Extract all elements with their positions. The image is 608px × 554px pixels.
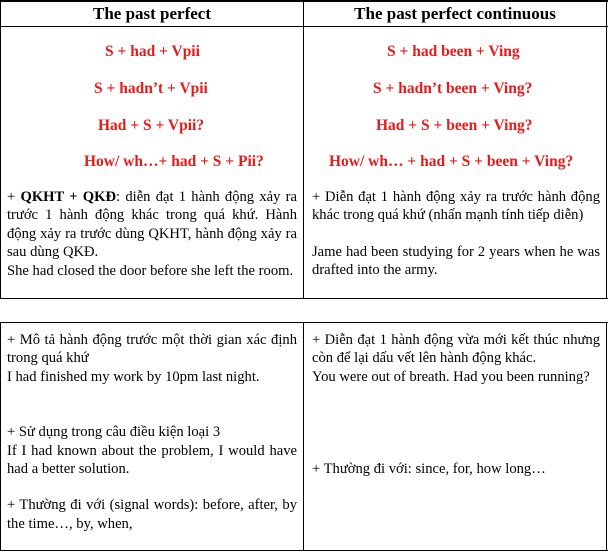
example-sentence: She had closed the door before she left the room. xyxy=(7,262,294,279)
formula-affirmative-right: S + had been + Ving xyxy=(387,43,520,60)
example-sentence: You were out of breath. Had you been running? xyxy=(312,368,590,385)
usage-description: + Sử dụng trong câu điều kiện loại 3 xyxy=(7,424,221,441)
formula-question-right: Had + S + been + Ving? xyxy=(376,117,533,134)
signal-words: + Thường đi với (signal words): before, after, by the time…, by, when, xyxy=(7,497,297,532)
table-border-right-lower xyxy=(606,322,607,551)
usage-description: + Diễn đạt 1 hành động xảy ra trước hành động khác trong quá khứ (nhấn mạnh tính tiếp diễn) xyxy=(312,189,600,224)
row1-left-cell xyxy=(7,188,297,280)
formula-wh-question-right: How/ wh… + had + S + been + Ving? xyxy=(329,153,574,170)
table-border-left-lower xyxy=(0,322,1,551)
example-sentence: Jame had been studying for 2 years when he was drafted into the army. xyxy=(312,243,600,279)
example-sentence: If I had known about the problem, I would have had a better solution. xyxy=(7,442,297,478)
table-border-left xyxy=(0,0,1,299)
row1-right-cell xyxy=(312,188,600,280)
row2-top-border xyxy=(0,322,608,323)
signal-words: + Thường đi với: since, for, how long… xyxy=(312,461,546,478)
usage-description: + Mô tả hành động trước một thời gian xác định trong quá khứ xyxy=(7,332,297,367)
table-border-right xyxy=(606,0,607,299)
table-border-bottom xyxy=(0,550,608,551)
formula-negative-left: S + hadn’t + Vpii xyxy=(94,80,208,97)
example-sentence: I had finished my work by 10pm last night. xyxy=(7,368,260,385)
row1-bottom-border xyxy=(0,298,608,299)
column-divider-lower xyxy=(303,322,304,551)
formula-affirmative-left: S + had + Vpii xyxy=(105,43,200,60)
column-divider xyxy=(303,0,304,299)
formula-negative-right: S + hadn’t been + Ving? xyxy=(373,80,533,97)
term-qkht: QKHT xyxy=(20,189,64,205)
formula-wh-question-left: How/ wh…+ had + S + Pii? xyxy=(84,153,264,170)
usage-description: + Diễn đạt 1 hành động vừa mới kết thúc nhưng còn để lại dấu vết lên hành động khác. xyxy=(312,332,600,367)
header-past-perfect: The past perfect xyxy=(92,3,212,23)
term-qkd: QKĐ xyxy=(82,189,117,205)
row2-right-cell xyxy=(312,331,600,479)
formula-question-left: Had + S + Vpii? xyxy=(98,117,205,134)
usage-description: + QKHT + QKĐ: diễn đạt 1 hành động xảy ra trước 1 hành động khác trong quá khứ. Hành động xảy ra trước dùng QKHT, hành động xảy ra sau dùng QKĐ. xyxy=(7,189,297,261)
header-past-perfect-continuous: The past perfect continuous xyxy=(354,3,556,23)
row2-left-cell xyxy=(7,331,297,533)
